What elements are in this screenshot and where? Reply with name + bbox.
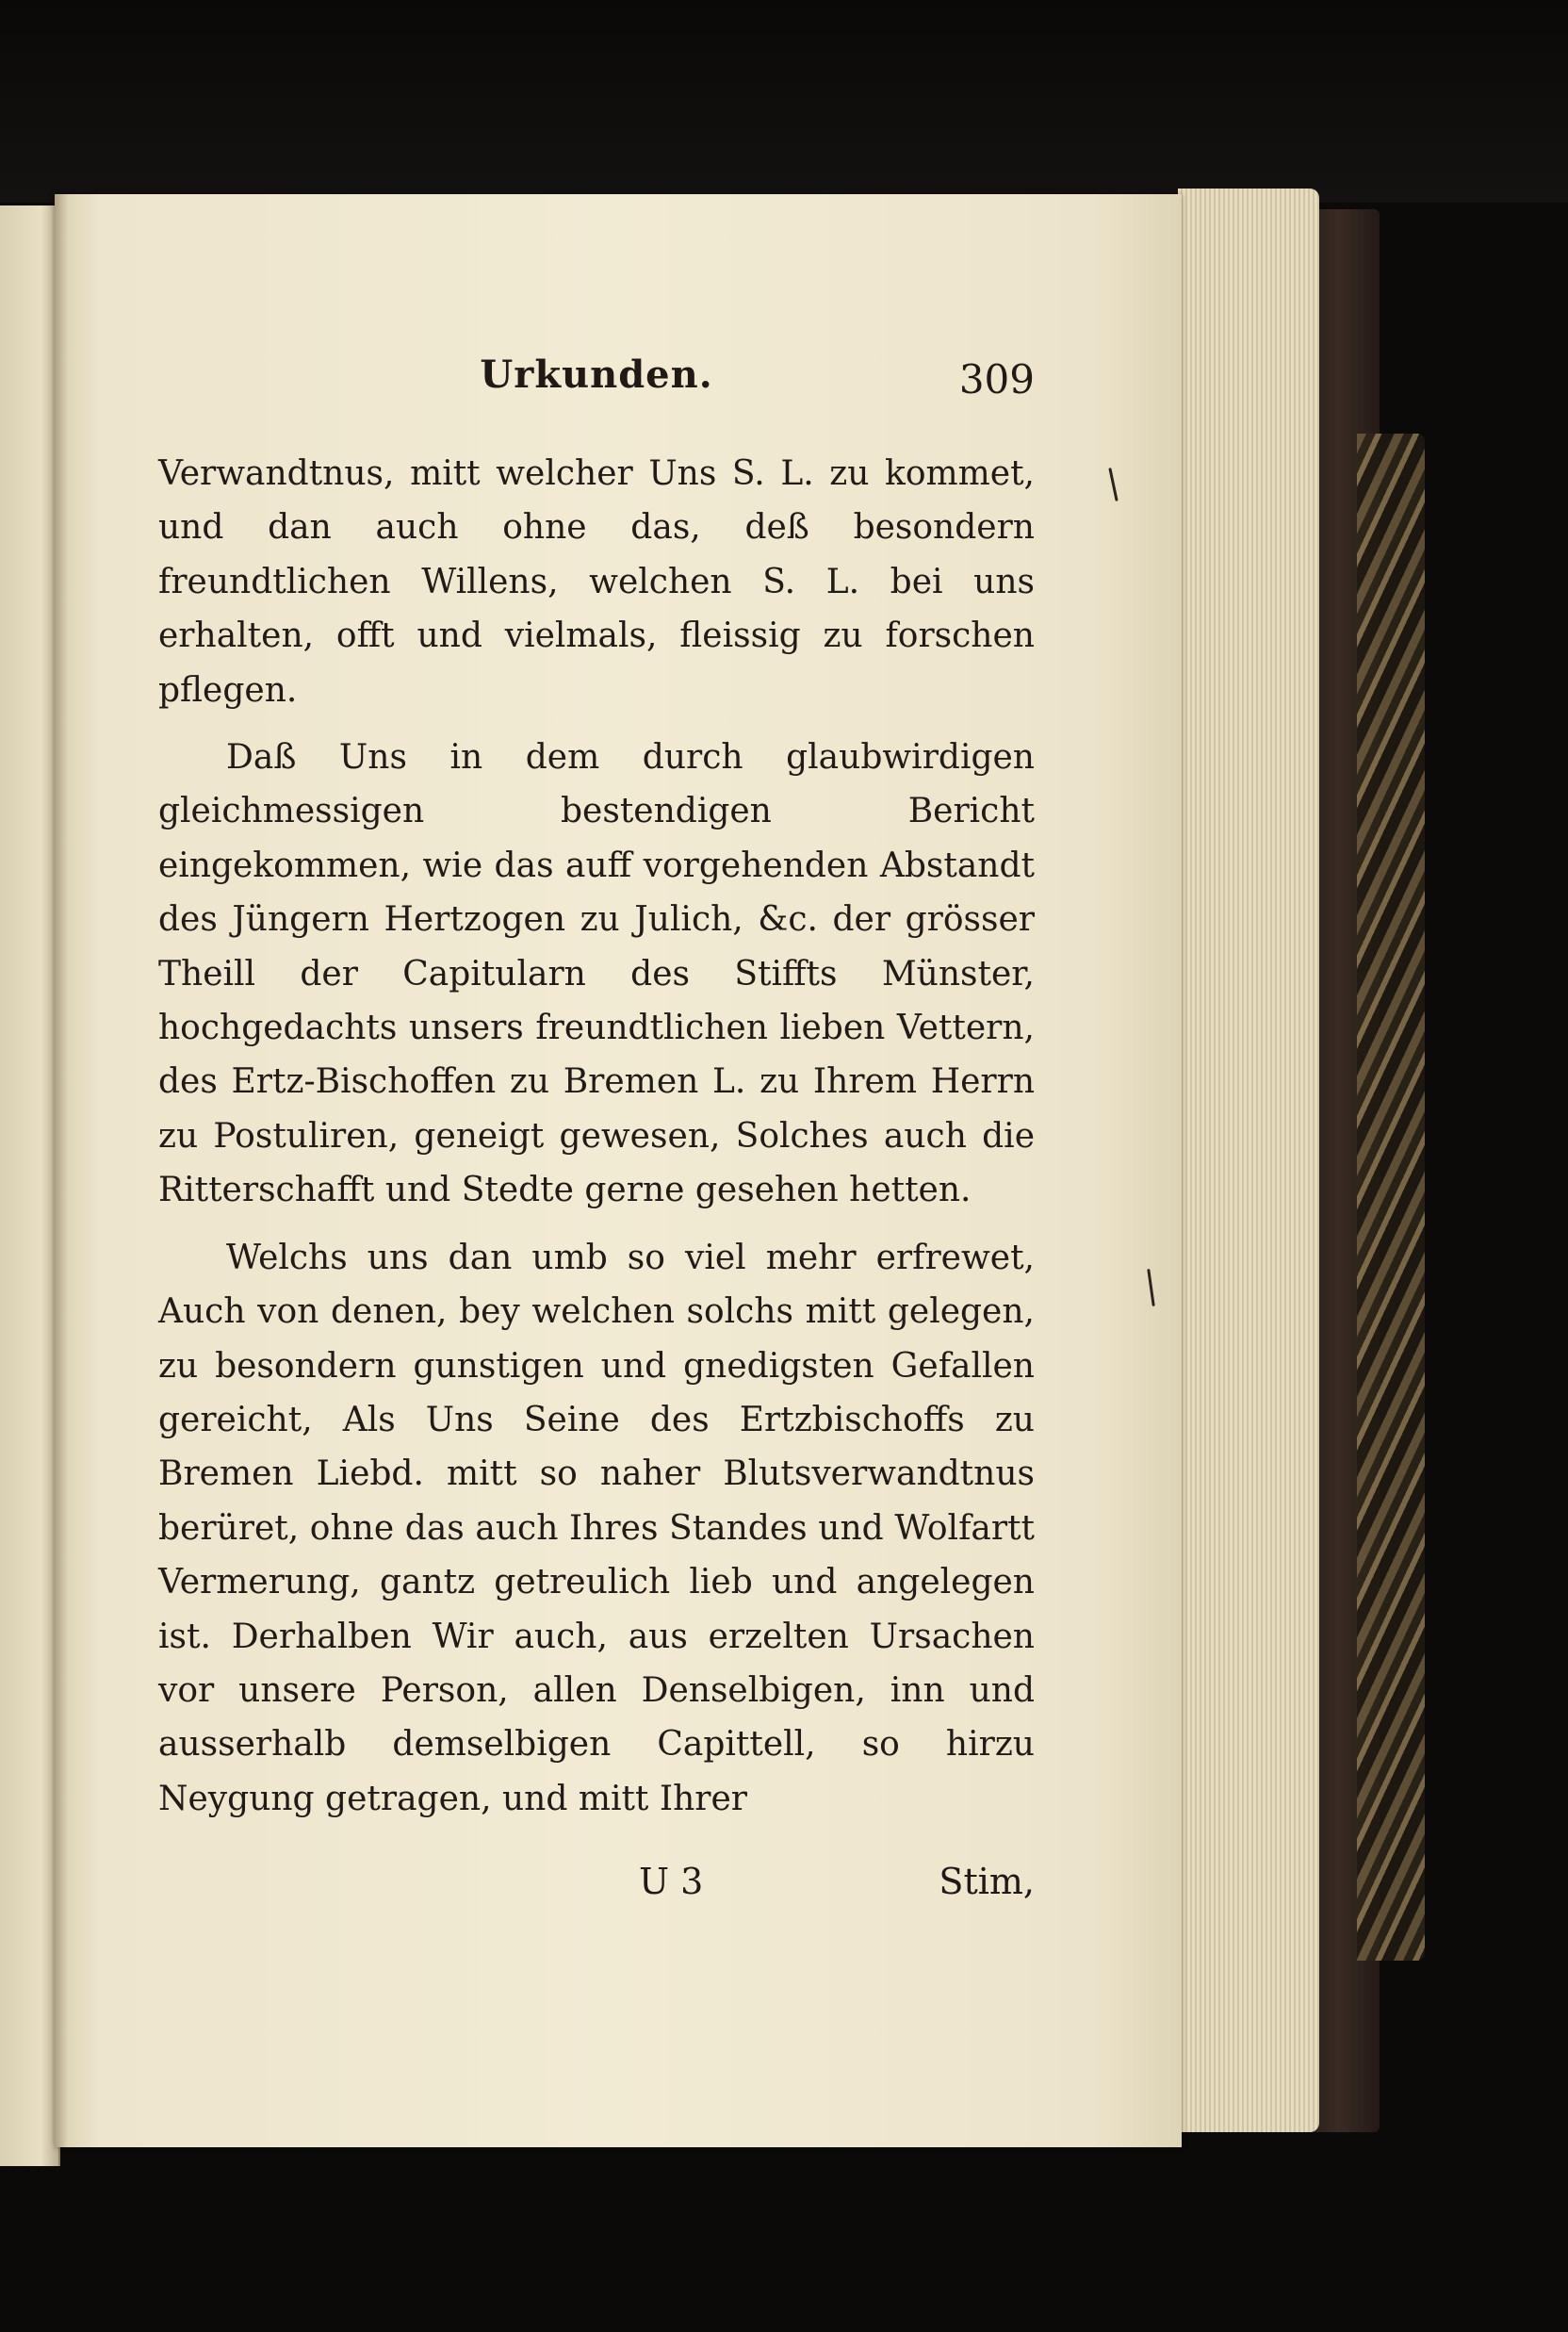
catchword: Stim, xyxy=(939,1861,1035,1902)
margin-mark xyxy=(1108,468,1118,501)
backdrop xyxy=(0,0,1568,203)
paragraph-3: Welchs uns dan umb so viel mehr erfrewet, Auch von denen, bey welchen solchs mitt gelegen, zu besondern gunstigen und gnedigsten Gefallen gereicht, Als Uns Seine des Ertzbischoffs zu Bremen Liebd. mitt so naher Blutsverwandtnus berüret, ohne das auch Ihres Standes und Wolfartt Vermerung, gantz getreulich lieb und angelegen ist. Derhalben Wir auch, aus erzelten Ursachen vor unsere Person, allen Denselbigen, inn und ausserhalb demselbigen Capittell, so hirzu Neygung getragen, und mitt Ihrer xyxy=(158,1238,1035,1818)
page-fore-edge xyxy=(1178,189,1319,2132)
body-text xyxy=(158,447,1035,1826)
page-number: 309 xyxy=(958,356,1035,402)
page-header xyxy=(158,353,1035,419)
running-head: Urkunden. xyxy=(480,353,713,397)
page-footer xyxy=(158,1861,1035,1913)
margin-mark xyxy=(1147,1269,1155,1306)
paragraph-1: Verwandtnus, mitt welcher Uns S. L. zu kommet, und dan auch ohne das, deß besondern freundtlichen Willens, welchen S. L. bei uns erhalten, offt und vielmals, fleissig zu forschen pflegen. xyxy=(158,454,1035,710)
signature-mark: U 3 xyxy=(639,1861,704,1902)
previous-page-edge xyxy=(0,205,60,2166)
marbled-endpaper xyxy=(1357,434,1425,1961)
book-page xyxy=(55,194,1182,2147)
paragraph-2: Daß Uns in dem durch glaubwirdigen gleichmessigen bestendigen Bericht eingekommen, wie das auff vorgehenden Abstandt des Jüngern Hertzogen zu Julich, &c. der grösser Theill der Capitularn des Stiffts Münster, hochgedachts unsers freundtlichen lieben Vettern, des Ertz-Bischoffen zu Bremen L. zu Ihrem Herrn zu Postuliren, geneigt gewesen, Solches auch die Ritterschafft und Stedte gerne gesehen hetten. xyxy=(158,738,1035,1210)
